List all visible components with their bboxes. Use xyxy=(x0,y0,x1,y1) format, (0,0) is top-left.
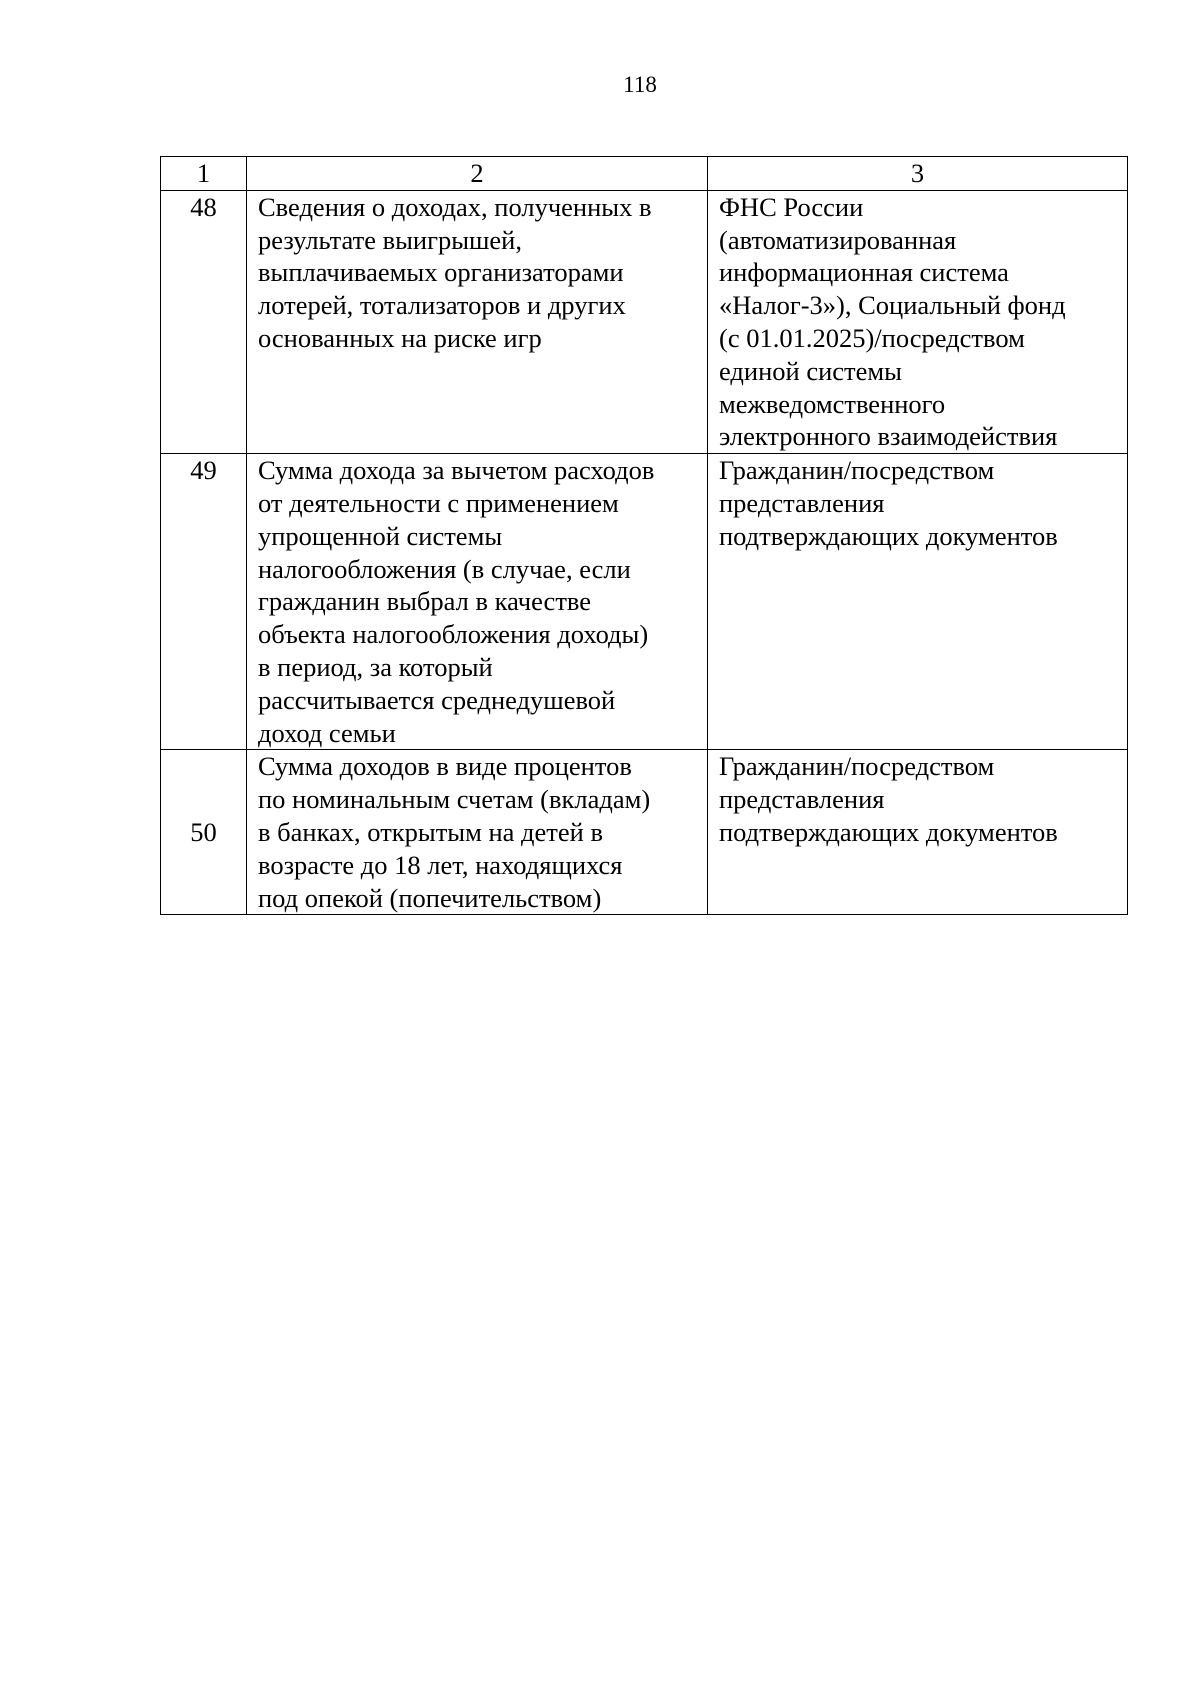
text-line: от деятельности с применением xyxy=(258,487,619,518)
text-line: в период, за который xyxy=(258,651,493,682)
text-line: подтверждающих документов xyxy=(719,520,1058,551)
table-row xyxy=(161,190,1128,453)
text-line: «Налог-3»), Социальный фонд xyxy=(719,290,1066,321)
text-line: гражданин выбрал в качестве xyxy=(258,586,592,617)
text-line: Сведения о доходах, полученных в xyxy=(258,191,652,222)
text-line: электронного взаимодействия xyxy=(719,421,1058,452)
column-number-3: 3 xyxy=(708,157,1128,191)
text-line: представления xyxy=(719,487,885,518)
text-line: в банках, открытым на детей в xyxy=(258,816,603,847)
text-line: Гражданин/посредством xyxy=(719,455,995,486)
text-line: налогообложения (в случае, если xyxy=(258,553,631,584)
row-number: 50 xyxy=(161,750,247,915)
text-line: основанных на риске игр xyxy=(258,322,542,353)
page-number: 118 xyxy=(623,72,657,97)
text-line: Гражданин/посредством xyxy=(719,751,995,782)
income-description xyxy=(247,190,708,453)
table-header-row xyxy=(161,157,1128,191)
text-line: ФНС России xyxy=(719,191,864,222)
table-row xyxy=(161,750,1128,915)
data-source xyxy=(708,454,1128,750)
text-line: под опекой (попечительством) xyxy=(258,882,602,913)
document-table xyxy=(160,156,1128,915)
income-description xyxy=(247,454,708,750)
text-line: рассчитывается среднедушевой xyxy=(258,684,616,715)
text-line: выплачиваемых организаторами xyxy=(258,257,624,288)
text-line: единой системы xyxy=(719,355,902,386)
text-line: упрощенной системы xyxy=(258,520,503,551)
table-row xyxy=(161,454,1128,750)
text-line: межведомственного xyxy=(719,388,946,419)
text-line: (автоматизированная xyxy=(719,224,957,255)
text-line: Сумма дохода за вычетом расходов xyxy=(258,455,655,486)
text-line: доход семьи xyxy=(258,717,396,748)
column-number-2: 2 xyxy=(247,157,708,191)
text-line: (с 01.01.2025)/посредством xyxy=(719,322,1025,353)
text-line: возрасте до 18 лет, находящихся xyxy=(258,849,623,880)
text-line: результате выигрышей, xyxy=(258,224,522,255)
text-line: по номинальным счетам (вкладам) xyxy=(258,784,651,815)
text-line: Сумма доходов в виде процентов xyxy=(258,751,632,782)
data-source xyxy=(708,190,1128,453)
text-line: объекта налогообложения доходы) xyxy=(258,619,649,650)
row-number: 49 xyxy=(161,454,247,750)
text-line: лотерей, тотализаторов и других xyxy=(258,290,626,321)
text-line: информационная система xyxy=(719,257,1009,288)
row-number: 48 xyxy=(161,190,247,453)
text-line: представления xyxy=(719,784,885,815)
text-line: подтверждающих документов xyxy=(719,816,1058,847)
income-description xyxy=(247,750,708,915)
column-number-1: 1 xyxy=(161,157,247,191)
data-source xyxy=(708,750,1128,915)
